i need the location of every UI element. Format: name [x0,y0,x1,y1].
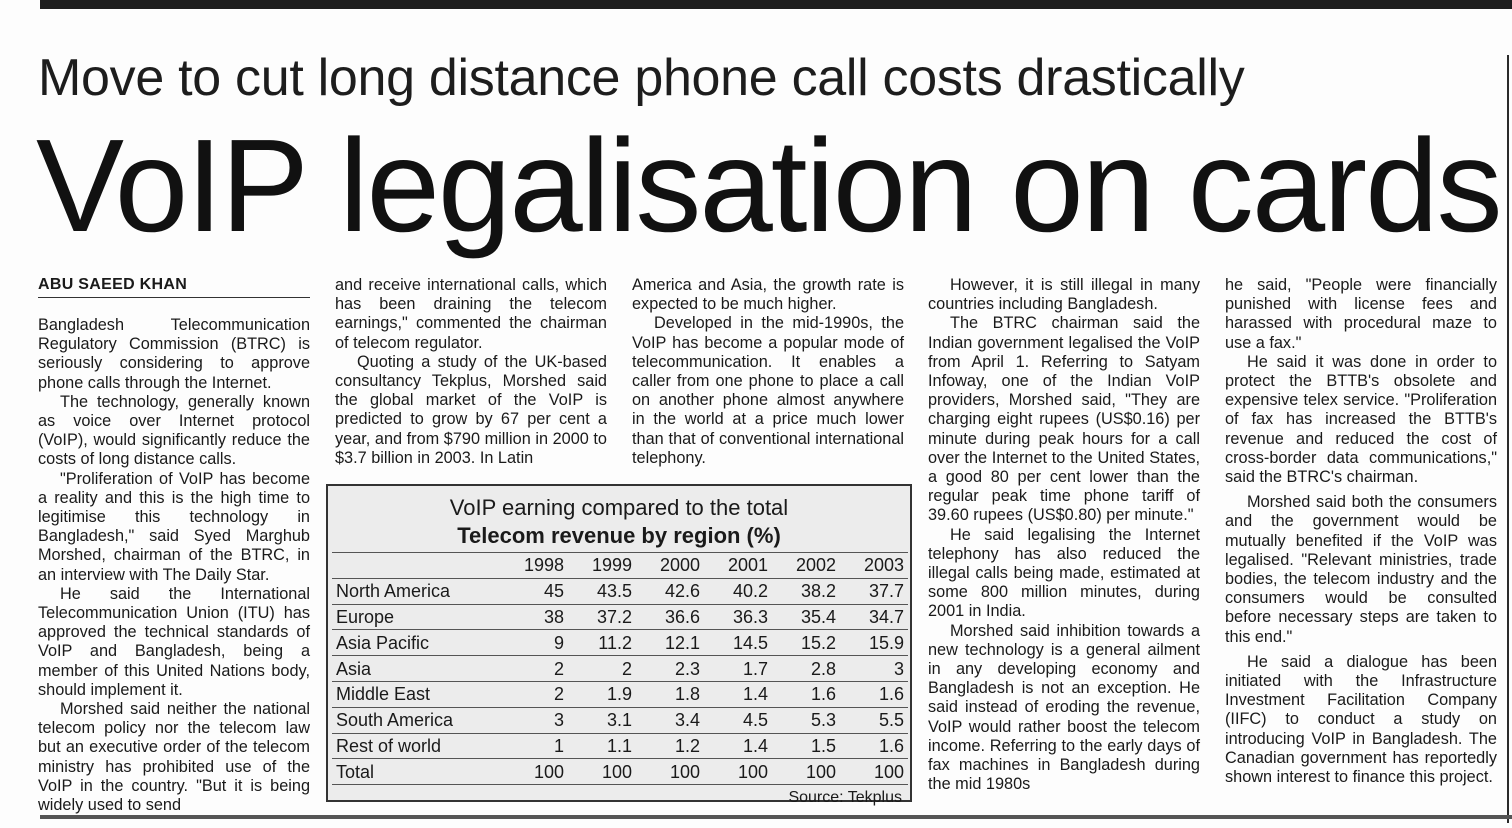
region-name-cell: Total [332,759,500,785]
paragraph: The technology, generally known as voice over Internet protocol (VoIP), would significantly reduce the costs of long distance calls. [38,392,310,469]
right-rule [1507,55,1509,823]
table-row [332,656,908,682]
byline: ABU SAEED KHAN [38,276,310,298]
article-column-3 [632,276,904,468]
table-row [332,733,908,759]
paragraph: and receive international calls, which has been draining the telecom earnings," commented the chairman of telecom regulator. [335,276,607,352]
paragraph: Morshed said neither the national telecom policy nor the telecom law but an executive order of the telecom ministry has prohibited use of the VoIP in the country. "But it is being widely used to send [38,700,310,815]
table-row [332,578,908,604]
paragraph: Developed in the mid-1990s, the VoIP has become a popular mode of telecommunication. It enables a caller from one phone to place a call on another phone almost anywhere in the world at a price much lower than that of conventional international telephony. [632,314,904,467]
value-cell: 36.3 [704,604,772,630]
value-cell: 2 [500,681,568,707]
region-name-cell: Asia Pacific [332,630,500,656]
value-cell: 36.6 [636,604,704,630]
value-cell: 1.4 [704,733,772,759]
table-title: VoIP earning compared to the total [449,495,789,520]
region-name-cell: Asia [332,656,500,682]
region-name-cell: Europe [332,604,500,630]
table-body [332,578,908,784]
value-cell: 100 [840,759,908,785]
value-cell: 100 [704,759,772,785]
value-cell: 37.2 [568,604,636,630]
value-cell: 1.9 [568,681,636,707]
value-cell: 1 [500,733,568,759]
value-cell: 1.2 [636,733,704,759]
value-cell: 1.1 [568,733,636,759]
region-name-cell: Middle East [332,681,500,707]
paragraph: Quoting a study of the UK-based consultancy Tekplus, Morshed said the global market of the VoIP is predicted to grow by 67 per cent a year, and from $790 million in 2000 to $3.7 billion in 2003. In Latin [335,352,607,467]
value-cell: 14.5 [704,630,772,656]
value-cell: 3 [500,707,568,733]
value-cell: 100 [568,759,636,785]
value-cell: 1.8 [636,681,704,707]
paragraph: Morshed said both the consumers and the government would be mutually benefited if the VoIP was legalised. "Relevant ministries, trade bodies, the telecom industry and the consumers would be consulted before necessary steps are taken to this end." [1225,493,1497,646]
value-cell: 38.2 [772,578,840,604]
value-cell: 15.2 [772,630,840,656]
value-cell: 40.2 [704,578,772,604]
region-name-cell: South America [332,707,500,733]
revenue-table [332,552,908,785]
paragraph: He said legalising the Internet telephony has also reduced the illegal calls being made, estimated at some 800 million minutes, during 2001 in India. [928,525,1200,621]
table-source: Source: Tekplus [788,789,902,807]
table-row [332,681,908,707]
value-cell: 2 [500,656,568,682]
value-cell: 100 [636,759,704,785]
value-cell: 1.6 [772,681,840,707]
year-header: 2002 [772,553,840,579]
value-cell: 1.5 [772,733,840,759]
value-cell: 5.3 [772,707,840,733]
value-cell: 2.8 [772,656,840,682]
value-cell: 45 [500,578,568,604]
paragraph: "Proliferation of VoIP has become a reality and this is the high time to legitimise this technology in Bangladesh," said Syed Marghub Morshed, chairman of the BTRC, in an interview with The Daily Star. [38,469,310,584]
article-column-2 [335,276,607,468]
paragraph: The BTRC chairman said the Indian government legalised the VoIP from April 1. Referring to Satyam Infoway, one of the Indian VoIP providers, Morshed said, "They are charging eight rupees (US$0.16) per minute during peak hours for a call over the Internet to the United States, a good 80 per cent lower than the regular peak time phone tariff of 39.60 rupees (US$0.80) per minute." [928,314,1200,525]
value-cell: 2.3 [636,656,704,682]
top-rule [40,0,1512,9]
value-cell: 1.6 [840,681,908,707]
value-cell: 5.5 [840,707,908,733]
bottom-rule [40,815,1512,819]
value-cell: 11.2 [568,630,636,656]
year-header: 2000 [636,553,704,579]
value-cell: 15.9 [840,630,908,656]
year-header: 1998 [500,553,568,579]
value-cell: 34.7 [840,604,908,630]
value-cell: 37.7 [840,578,908,604]
table-row [332,707,908,733]
value-cell: 100 [772,759,840,785]
value-cell: 3.1 [568,707,636,733]
paragraph: He said a dialogue has been initiated with the Infrastructure Investment Facilitation Company (IIFC) to conduct a study on introducing VoIP in Bangladesh. The Canadian government has reportedly shown interest to finance this project. [1225,652,1497,787]
value-cell: 3.4 [636,707,704,733]
value-cell: 3 [840,656,908,682]
region-name-cell: North America [332,578,500,604]
main-headline: VoIP legalisation on cards [36,112,1501,259]
year-header: 1999 [568,553,636,579]
value-cell: 38 [500,604,568,630]
paragraph: Bangladesh Telecommunication Regulatory Commission (BTRC) is seriously considering to approve phone calls through the Internet. [38,316,310,392]
value-cell: 1.4 [704,681,772,707]
paragraph: However, it is still illegal in many countries including Bangladesh. [928,276,1200,314]
paragraph: He said it was done in order to protect the BTTB's obsolete and expensive telex service. "Proliferation of fax has increased the BTTB's revenue and reduced the cost of cross-border data communications," said the BTRC's chairman. [1225,352,1497,487]
paragraph: He said the International Telecommunication Union (ITU) has approved the technical standards of VoIP and Bangladesh, being a member of this United Nations body, should implement it. [38,584,310,699]
value-cell: 12.1 [636,630,704,656]
value-cell: 100 [500,759,568,785]
value-cell: 1.6 [840,733,908,759]
kicker-headline: Move to cut long distance phone call costs drastically [38,49,1245,107]
table-subtitle: Telecom revenue by region (%) [457,523,781,548]
header-blank [332,553,500,579]
year-header: 2003 [840,553,908,579]
table-row [332,759,908,785]
region-name-cell: Rest of world [332,733,500,759]
value-cell: 43.5 [568,578,636,604]
paragraph: America and Asia, the growth rate is expected to be much higher. [632,276,904,314]
article-column-5 [1225,276,1497,787]
value-cell: 42.6 [636,578,704,604]
value-cell: 2 [568,656,636,682]
table-header-row [332,553,908,579]
value-cell: 4.5 [704,707,772,733]
value-cell: 35.4 [772,604,840,630]
table-row [332,630,908,656]
value-cell: 1.7 [704,656,772,682]
paragraph: he said, "People were financially punished with license fees and harassed with procedural maze to use a fax." [1225,276,1497,352]
year-header: 2001 [704,553,772,579]
table-row [332,604,908,630]
article-column-1 [38,276,310,815]
article-column-4 [928,276,1200,794]
paragraph: Morshed said inhibition towards a new technology is a general ailment in any developing economy and Bangladesh is not an exception. He said instead of eroding the revenue, VoIP would rather boost the telecom income. Referring to the early days of fax machines in Bangladesh during the mid 1980s [928,621,1200,794]
value-cell: 9 [500,630,568,656]
revenue-table-box [326,484,912,807]
